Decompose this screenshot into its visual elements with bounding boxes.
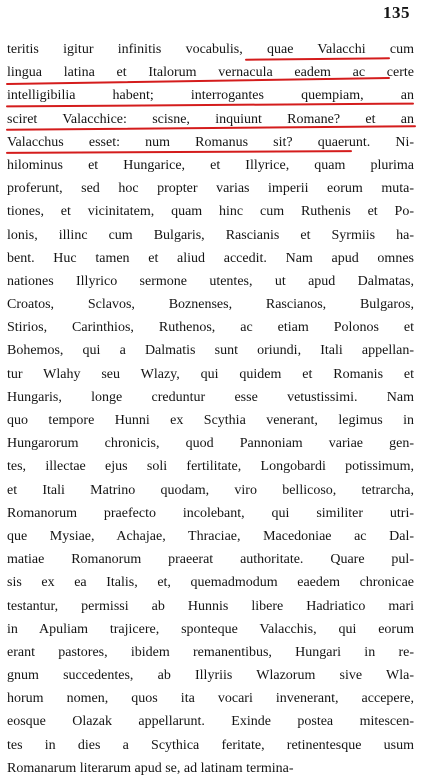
- text-line: horum nomen, quos ita vocari invenerant, accepere,: [7, 691, 414, 707]
- text-line: bent. Huc tamen et aliud accedit. Nam apud omnes: [7, 250, 414, 266]
- text-line: tes, illectae ejus soli fertilitate, Longobardi potissimum,: [7, 459, 414, 475]
- text-line: gnum succedentes, ab Illyriis Wlazorum sive Wla-: [7, 668, 414, 684]
- text-line: quo tempore Hunni ex Scythia venerant, legimus in: [7, 413, 414, 428]
- text-line: tiones, et vicinitatem, quam hinc cum Ruthenis et Po-: [7, 204, 414, 220]
- text-line: Bohemos, qui a Dalmatis sunt oriundi, Itali appellan-: [7, 343, 414, 359]
- text-line: Romanarum literarum apud se, ad latinam termina-: [7, 760, 294, 776]
- text-line: lonis, illinc cum Bulgaris, Rascianis et Syrmiis ha-: [7, 227, 414, 243]
- text-line: in Apuliam trajicere, sponteque Valacchis, qui eorum: [7, 621, 414, 637]
- text-line: Hungarorum chronicis, quod Pannoniam variae gen-: [7, 436, 414, 452]
- text-line: Stirios, Carinthios, Ruthenos, ac etiam Polonos et: [7, 320, 414, 336]
- text-line: sciret Valacchice: scisne, inquiunt Romane? et an: [7, 111, 414, 127]
- text-line: erant pastores, ibidem remanentibus, Hungari in re-: [7, 644, 414, 660]
- text-line: intelligibilia habent; interrogantes quempiam, an: [7, 88, 414, 104]
- text-line: lingua latina et Italorum vernacula eadem ac certe: [7, 65, 414, 81]
- text-line: tur Wlahy seu Wlazy, qui quidem et Romanis et: [7, 366, 414, 382]
- text-line: hilominus et Hungarice, et Illyrice, quam plurima: [7, 157, 414, 173]
- text-line: sis ex ea Italis, et, quemadmodum eaedem chronicae: [7, 575, 414, 591]
- text-line: Romanorum praefecto incolebant, qui similiter utri-: [7, 505, 414, 521]
- text-line: eosque Olazak appellarunt. Exinde postea mitescen-: [7, 714, 414, 730]
- text-line: et Itali Matrino quodam, viro bellicoso, tetrarcha,: [7, 482, 414, 498]
- text-body: [7, 38, 414, 780]
- text-line: testantur, permissi ab Hunnis libere Hadriatico mari: [7, 598, 414, 614]
- text-line: tes in dies a Scythica feritate, retinentesque usum: [7, 737, 414, 753]
- text-line: Valacchus esset: num Romanus sit? quaerunt. Ni-: [7, 134, 414, 150]
- text-line: proferunt, sed hoc propter varias imperii eorum muta-: [7, 181, 414, 197]
- text-line: Hungaris, longe creduntur esse vetustissimi. Nam: [7, 389, 414, 405]
- text-line: que Mysiae, Achajae, Thraciae, Macedoniae ac Dal-: [7, 528, 414, 544]
- text-line: Croatos, Sclavos, Boznenses, Rascianos, Bulgaros,: [7, 297, 414, 313]
- page-number: 135: [383, 3, 410, 22]
- text-line: nationes Illyrico sermone utentes, ut apud Dalmatas,: [7, 273, 414, 289]
- text-line: teritis igitur infinitis vocabulis, quae Valacchi cum: [7, 42, 414, 57]
- text-line: matiae Romanorum praeerat authoritate. Quare pul-: [7, 552, 414, 568]
